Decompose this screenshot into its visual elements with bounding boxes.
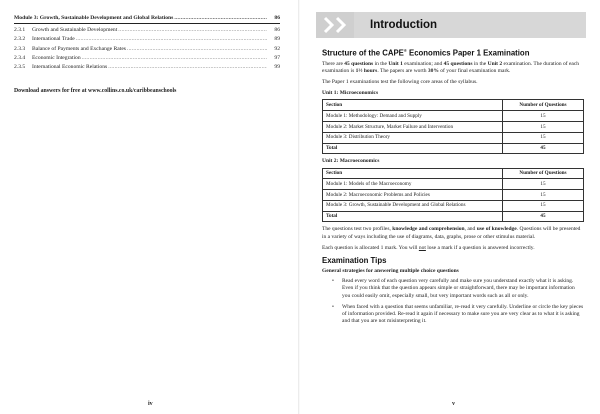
table-cell: Module 3: Distribution Theory: [323, 132, 503, 143]
bold-text: 45 questions: [344, 60, 374, 67]
table-header-row: [323, 168, 584, 179]
table-total-row: [323, 143, 584, 154]
toc-page-number: 92: [274, 45, 280, 52]
toc-leader-dots: [127, 45, 267, 54]
table-cell: 45: [503, 211, 584, 222]
bullet-icon: •: [332, 278, 334, 285]
text: in the: [373, 60, 389, 67]
table-row: [323, 200, 584, 211]
tips-list: [322, 278, 584, 325]
toc-title: Growth and Sustainable Development: [32, 27, 118, 34]
table-total-row: [323, 211, 584, 222]
toc-row[interactable]: [14, 45, 280, 54]
section-heading-rest: Economics Paper 1 Examination: [406, 48, 530, 58]
bold-text: Unit 1: [388, 60, 403, 67]
toc-title: International Trade: [32, 36, 75, 43]
toc-leader-dots: [174, 14, 267, 23]
table-row: [323, 121, 584, 132]
toc-module-title: Module 3: Growth, Sustainable Development and Global Relations: [14, 15, 174, 21]
list-item: [332, 304, 584, 326]
toc-module-heading[interactable]: [14, 14, 280, 24]
text: . The papers are worth: [377, 67, 428, 74]
table-cell: 15: [503, 111, 584, 122]
toc-title: Balance of Payments and Exchange Rates: [32, 45, 126, 52]
text: examination. The duration of each examination is: [322, 60, 580, 74]
text: The questions test two profiles,: [322, 226, 393, 233]
text: of your final examination mark.: [438, 67, 511, 74]
unit2-heading: Unit 2: Macroeconomics: [322, 158, 380, 165]
unit1-heading: Unit 1: Microeconomics: [322, 90, 379, 97]
text: . Questions will be presented in a variety of ways including the use of diagrams, data, graphs, prose or other stimulus material.: [322, 226, 581, 240]
table-row: [323, 111, 584, 122]
text: in the: [472, 60, 488, 67]
page-content: [322, 46, 584, 329]
chapter-banner: [316, 12, 586, 38]
table-cell: Module 3: Growth, Sustainable Development and Global Relations: [323, 200, 503, 211]
toc-leader-dots: [108, 63, 267, 72]
text: , and: [464, 226, 477, 233]
toc-page-number: 89: [274, 36, 280, 43]
toc-leader-dots: [76, 35, 267, 44]
table-cell: Module 2: Macroeconomic Problems and Policies: [323, 190, 503, 201]
table-cell: Module 2: Market Structure, Market Failure and Intervention: [323, 121, 503, 132]
table-cell: Module 1: Models of the Macroeconomy: [323, 179, 503, 190]
table-cell: 45: [503, 143, 584, 154]
banner-chevron-block: [316, 12, 354, 38]
table-of-contents: [14, 14, 280, 72]
intro-paragraph: [322, 61, 584, 75]
underlined-text: not: [418, 244, 426, 251]
toc-title: Economic Integration: [32, 54, 81, 61]
toc-page-number: 86: [274, 27, 280, 34]
bold-text: 30%: [427, 67, 439, 74]
toc-number: 2.3.3: [14, 45, 26, 52]
profiles-paragraph: [322, 226, 584, 240]
toc-title: International Economic Relations: [32, 64, 108, 71]
marks-paragraph: [322, 245, 584, 252]
unit1-table: [322, 99, 584, 154]
toc-number: 2.3.4: [14, 54, 26, 61]
table-row: [323, 132, 584, 143]
table-cell: 15: [503, 121, 584, 132]
table-cell: Total: [323, 211, 503, 222]
text: Each question is allocated 1 mark. You will: [322, 244, 419, 251]
tips-subheading: General strategies for answering multiple choice questions: [322, 268, 459, 275]
toc-number: 2.3.5: [14, 64, 26, 71]
toc-number: 2.3.1: [14, 27, 26, 34]
registered-mark: ®: [403, 48, 407, 53]
list-item: [332, 278, 584, 300]
toc-number: 2.3.2: [14, 36, 26, 43]
toc-leader-dots: [118, 26, 267, 35]
table-cell: Total: [323, 143, 503, 154]
column-header: Section: [323, 100, 503, 111]
table-cell: 15: [503, 179, 584, 190]
table-cell: Module 1: Methodology: Demand and Supply: [323, 111, 503, 122]
syllabus-paragraph: The Paper 1 examinations test the following core areas of the syllabus.: [322, 79, 478, 85]
toc-page-number: 86: [274, 15, 280, 21]
bold-text: Unit 2: [487, 60, 503, 67]
bullet-icon: •: [332, 303, 334, 310]
page-number-right: v: [452, 401, 455, 407]
text: There are: [322, 60, 345, 67]
bold-text: knowledge and comprehension: [392, 226, 465, 233]
bold-text: 45 questions: [443, 60, 473, 67]
tip-text: Read every word of each question very carefully and make sure you understand exactly what it is asking. Even if you think that the question appears simple or straightforward, there may be important information you could easily omit, especially small, but very important words such as all or only.: [342, 278, 575, 299]
tips-heading: Examination Tips: [322, 256, 387, 266]
chevron-right-icon: [334, 16, 348, 34]
bold-text: use of knowledge: [476, 226, 517, 233]
section-heading-text: Structure of the CAPE: [322, 48, 404, 58]
chapter-title: Introduction: [370, 19, 438, 31]
toc-page-number: 97: [274, 54, 280, 61]
toc-row[interactable]: [14, 26, 280, 35]
section-heading: [322, 46, 584, 59]
toc-row[interactable]: [14, 54, 280, 63]
column-header: Number of Questions: [503, 100, 584, 111]
bold-text: 1½ hours: [355, 67, 378, 74]
table-cell: 15: [503, 200, 584, 211]
download-answers-link[interactable]: Download answers for free at www.collins.co.uk/caribbeanschools: [14, 88, 177, 94]
text: examination; and: [402, 60, 444, 67]
unit2-table: [322, 168, 584, 223]
toc-row[interactable]: [14, 63, 280, 72]
column-header: Section: [323, 168, 503, 179]
table-row: [323, 179, 584, 190]
table-cell: 15: [503, 190, 584, 201]
toc-row[interactable]: [14, 35, 280, 44]
toc-page-number: 99: [274, 64, 280, 71]
column-header: Number of Questions: [503, 168, 584, 179]
page-number-left: iv: [148, 401, 153, 407]
right-page: [300, 0, 600, 414]
table-header-row: [323, 100, 584, 111]
text: lose a mark if a question is answered incorrectly.: [425, 244, 535, 251]
tip-text: When faced with a question that seems unfamiliar, re-read it very carefully. Underline or circle the key pieces of information provided. Re-read it again if necessary to make sure you are very clear as to what it is asking and that you are not misinterpreting it.: [342, 303, 584, 325]
table-row: [323, 190, 584, 201]
table-cell: 15: [503, 132, 584, 143]
toc-leader-dots: [82, 54, 267, 63]
